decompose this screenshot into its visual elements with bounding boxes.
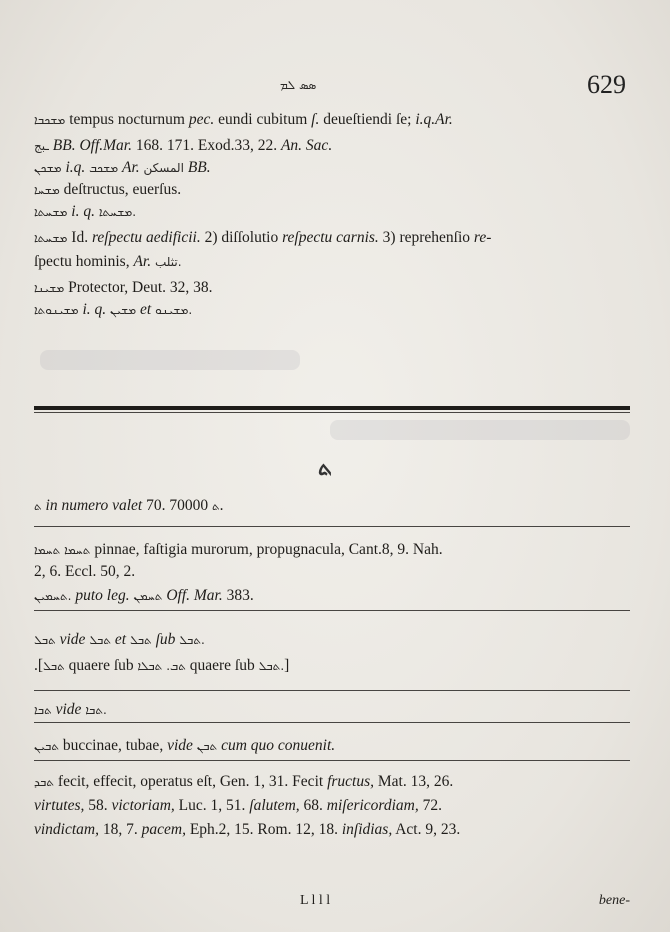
section-rule bbox=[34, 406, 630, 410]
latin-text: buccinae, tubae, bbox=[59, 737, 168, 754]
latin-text: Eph.2, 15. Rom. 12, 18. bbox=[185, 821, 342, 838]
entry-line bbox=[34, 796, 630, 816]
syriac-headword: ܬܚܡܢ bbox=[133, 589, 163, 603]
latin-text: pinnae, faſtigia murorum, propugnacula, Cant.8, 9. Nah. bbox=[90, 541, 443, 558]
latin-text: eundi cubitum bbox=[214, 111, 312, 128]
latin-text: 383. bbox=[222, 587, 254, 604]
entry-rule bbox=[34, 610, 630, 611]
entry-line bbox=[34, 496, 630, 516]
entry-rule bbox=[34, 760, 630, 761]
entry-line bbox=[34, 252, 630, 272]
latin-text: quaere ſub bbox=[64, 657, 138, 674]
latin-text: Act. 9, 23. bbox=[392, 821, 461, 838]
italic-gloss: in numero valet bbox=[41, 497, 143, 514]
entry-line bbox=[34, 540, 630, 560]
italic-gloss: pacem, bbox=[141, 821, 186, 838]
entry-line bbox=[34, 300, 630, 320]
latin-text: deueſtiendi ſe; bbox=[319, 111, 416, 128]
italic-gloss: victoriam, bbox=[111, 797, 175, 814]
latin-text: 3) reprehenſio bbox=[378, 229, 474, 246]
syriac-headword: ـبج bbox=[34, 139, 49, 153]
latin-text: ſpectu hominis, bbox=[34, 253, 134, 270]
syriac-headword: ܬܒܐ bbox=[34, 703, 52, 717]
latin-text: 2, 6. Eccl. 50, 2. bbox=[34, 563, 136, 580]
entry-line bbox=[34, 278, 630, 298]
syriac-headword: ܬܒܠ. bbox=[258, 659, 285, 673]
entry-line bbox=[34, 630, 630, 650]
italic-gloss: BB. bbox=[52, 137, 76, 154]
latin-text: 58. bbox=[84, 797, 112, 814]
latin-text: tempus nocturnum bbox=[65, 111, 189, 128]
italic-gloss: re- bbox=[473, 229, 492, 246]
entry-line bbox=[34, 820, 630, 840]
latin-text: 2) diſſolutio bbox=[200, 229, 283, 246]
entry-line bbox=[34, 158, 630, 178]
italic-gloss: vide bbox=[55, 631, 86, 648]
syriac-headword: ܡܫܚܐ bbox=[34, 183, 60, 197]
italic-gloss: et bbox=[111, 631, 127, 648]
entry-line bbox=[34, 110, 630, 130]
syriac-headword: ܬܒܠ. bbox=[179, 633, 205, 647]
latin-text: fecit, effecit, operatus eſt, Gen. 1, 31. Fecit bbox=[54, 773, 328, 790]
entry-line bbox=[34, 228, 630, 248]
entry-line bbox=[34, 180, 630, 200]
italic-gloss: ſalutem, bbox=[249, 797, 300, 814]
bleed-through bbox=[330, 420, 630, 440]
entry-rule bbox=[34, 526, 630, 527]
italic-gloss: i.q. bbox=[65, 159, 86, 176]
latin-text: quaere ſub bbox=[185, 657, 259, 674]
italic-gloss: reſpectu carnis. bbox=[282, 229, 379, 246]
latin-text: 70. bbox=[142, 497, 170, 514]
syriac-headword: ܬܚܡܝܢ. bbox=[34, 589, 72, 603]
entry-line bbox=[34, 772, 630, 792]
italic-gloss: inſidias, bbox=[341, 821, 393, 838]
running-head: ܣܣ ܠܡ bbox=[280, 78, 317, 92]
syriac-headword: ܡܫܝܢܐ bbox=[34, 281, 65, 295]
syriac-headword: ܬܒܕ bbox=[34, 775, 55, 789]
italic-gloss: i. q. bbox=[71, 203, 95, 220]
entry-rule bbox=[34, 690, 630, 691]
latin-text: Mat. 13, 26. bbox=[374, 773, 454, 790]
syriac-headword: ܬܒ. bbox=[166, 659, 186, 673]
italic-gloss: ſub bbox=[151, 631, 176, 648]
syriac-headword: ܬ bbox=[212, 499, 220, 513]
italic-gloss: Off.Mar. bbox=[79, 137, 132, 154]
syriac-headword: ܬ bbox=[34, 499, 42, 513]
italic-gloss: Ar. bbox=[133, 253, 152, 270]
syriac-headword: ܡܫܝܢܘܬܐ bbox=[34, 303, 79, 317]
latin-text: Luc. 1, 51. bbox=[174, 797, 250, 814]
syriac-headword: ܬܒܠ bbox=[34, 633, 56, 647]
latin-text: .[ bbox=[34, 657, 44, 674]
italic-gloss: reſpectu aedificii. bbox=[91, 229, 201, 246]
latin-text: Protector, Deut. 32, 38. bbox=[64, 279, 213, 296]
italic-gloss: ſ. bbox=[311, 111, 320, 128]
italic-gloss: vide bbox=[167, 737, 193, 754]
italic-gloss: miſericordiam, bbox=[326, 797, 419, 814]
syriac-headword: ܬܒܐ. bbox=[85, 703, 107, 717]
latin-text: 68. bbox=[299, 797, 327, 814]
latin-text: 168. 171. Exod.33, 22. bbox=[132, 137, 281, 154]
syriac-headword: المسكن bbox=[143, 161, 184, 175]
italic-gloss: et bbox=[140, 301, 152, 318]
latin-text: Id. bbox=[67, 229, 92, 246]
syriac-headword: ܡܫܟܒܐ bbox=[34, 113, 66, 127]
entry-line bbox=[34, 700, 630, 720]
syriac-headword: ܬܒܠ bbox=[89, 633, 112, 647]
entry-rule bbox=[34, 722, 630, 723]
italic-gloss: i.q.Ar. bbox=[415, 111, 453, 128]
syriac-headword: ܬܒܢ bbox=[196, 739, 218, 753]
syriac-headword: ܬܒܝܢ bbox=[34, 739, 60, 753]
syriac-headword: ܡܫܚܬܐ bbox=[34, 205, 68, 219]
italic-gloss: i. q. bbox=[82, 301, 107, 318]
latin-text: 72. bbox=[418, 797, 443, 814]
italic-gloss: puto leg. bbox=[71, 587, 130, 604]
entry-line bbox=[34, 656, 630, 676]
entry-line bbox=[34, 202, 630, 222]
syriac-headword: ܡܫܟܒ bbox=[89, 161, 119, 175]
entry-line bbox=[34, 736, 630, 756]
catchword: bene- bbox=[598, 893, 630, 908]
syriac-headword: ܡܫܚܬܐ bbox=[34, 231, 68, 245]
italic-gloss: fructus, bbox=[327, 773, 374, 790]
entry-line bbox=[34, 562, 630, 582]
latin-text: deſtructus, euerſus. bbox=[59, 181, 182, 198]
syriac-headword: ܡܫܝܢܘ. bbox=[155, 303, 193, 317]
italic-gloss: vindictam, bbox=[34, 821, 99, 838]
italic-gloss: BB. bbox=[187, 159, 211, 176]
bleed-through bbox=[40, 350, 300, 370]
letter-heading: ܬ bbox=[318, 456, 333, 481]
syriac-headword: ܬܒܠܐ bbox=[137, 659, 163, 673]
italic-gloss: An. Sac. bbox=[280, 137, 333, 154]
latin-text: 18, 7. bbox=[99, 821, 142, 838]
page-number: 629 bbox=[587, 70, 626, 99]
entry-line bbox=[34, 586, 630, 606]
italic-gloss: Ar. bbox=[121, 159, 140, 176]
latin-text: 70000. bbox=[169, 497, 224, 514]
syriac-headword: ܬܒܠ bbox=[43, 659, 65, 673]
syriac-headword: ܡܫܝܢ bbox=[110, 303, 137, 317]
syriac-headword: ܡܫܚܬܐ. bbox=[98, 205, 137, 219]
syriac-headword: ܡܫܟܢ bbox=[34, 161, 62, 175]
syriac-headword: ܬܚܡܐ bbox=[34, 543, 61, 557]
italic-gloss: cum quo conuenit. bbox=[217, 737, 336, 754]
italic-gloss: virtutes, bbox=[34, 797, 85, 814]
syriac-headword: ܬܒܠ bbox=[129, 633, 152, 647]
syriac-headword: ܬܚܡܐ bbox=[64, 543, 91, 557]
italic-gloss: pec. bbox=[188, 111, 215, 128]
section-rule-thin bbox=[34, 412, 630, 413]
italic-gloss: Off. Mar. bbox=[166, 587, 223, 604]
latin-text: ] bbox=[284, 657, 290, 674]
entry-line bbox=[34, 136, 630, 156]
signature-mark: L l l l bbox=[300, 893, 331, 908]
syriac-headword: تثلب. bbox=[155, 255, 182, 269]
italic-gloss: vide bbox=[51, 701, 82, 718]
